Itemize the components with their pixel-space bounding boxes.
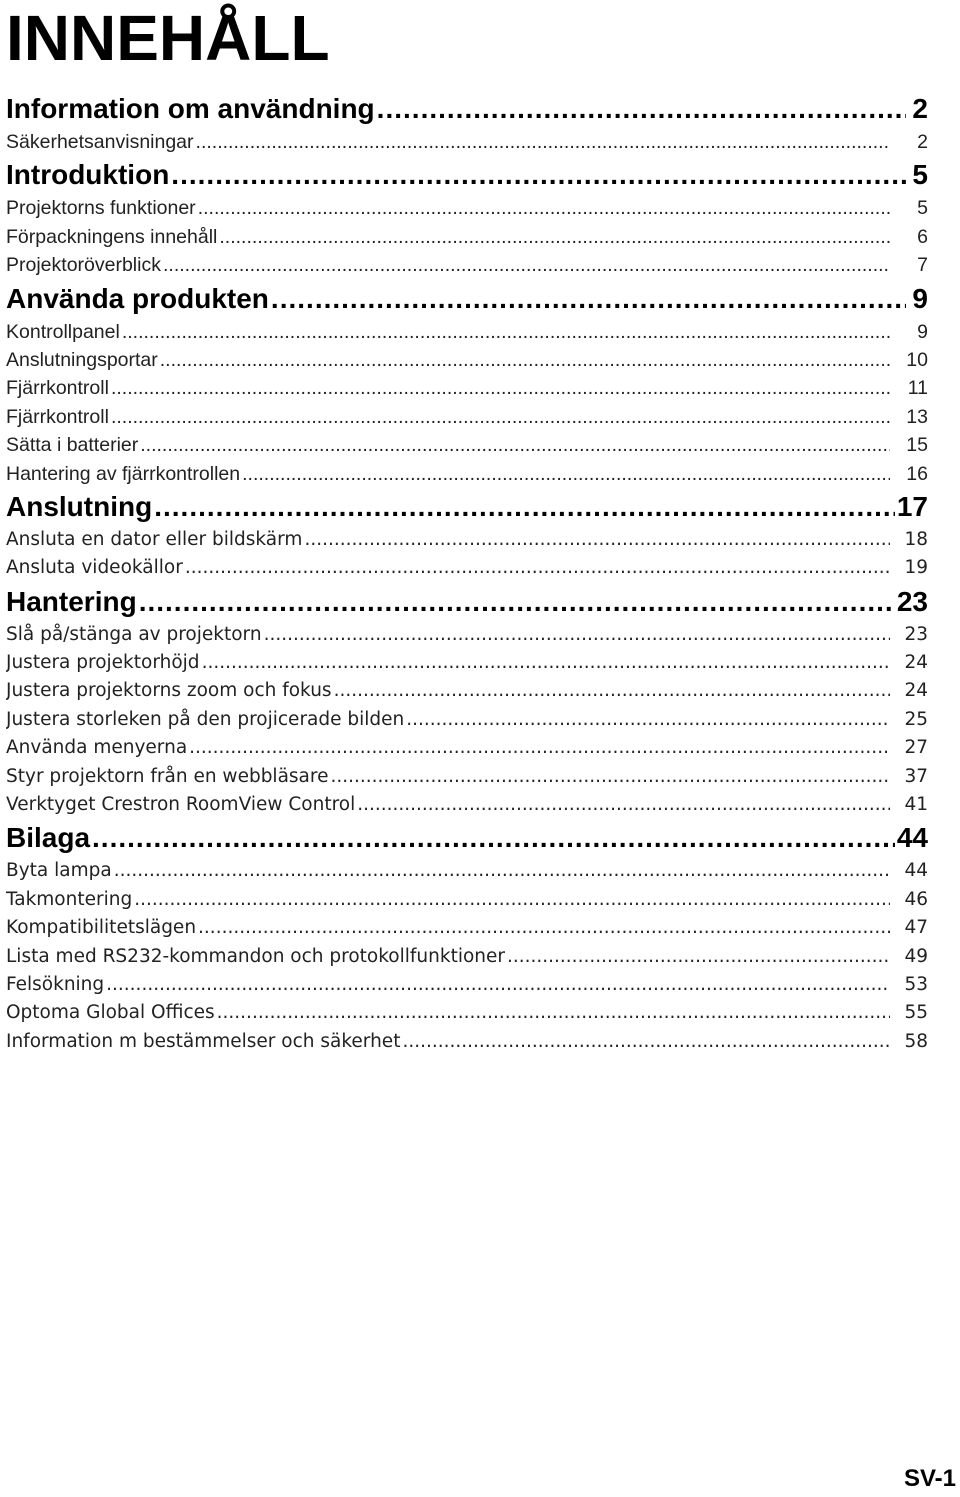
toc-entry-label: Kompatibilitetslägen xyxy=(6,917,197,939)
dot-leader xyxy=(304,526,890,554)
toc-section-page: 5 xyxy=(912,159,928,191)
toc-section-page: 9 xyxy=(912,282,928,314)
toc-section-page: 44 xyxy=(896,822,928,854)
toc-entry-label: Anslutningsportar xyxy=(6,348,158,371)
dot-leader xyxy=(271,280,906,318)
toc-entry-page: 41 xyxy=(904,794,928,816)
dot-leader xyxy=(264,621,890,649)
toc-entry-label: Förpackningens innehåll xyxy=(6,225,218,248)
toc-entry[interactable] xyxy=(6,649,928,677)
toc-entry[interactable] xyxy=(6,1028,928,1056)
dot-leader xyxy=(111,374,890,402)
toc-entry-label: Verktyget Crestron RoomView Control xyxy=(6,794,356,816)
toc-section-label: Använda produkten xyxy=(6,282,269,314)
toc-entry[interactable] xyxy=(6,886,928,914)
dot-leader xyxy=(154,488,895,526)
toc-section-entry[interactable] xyxy=(6,156,928,194)
toc-entry-label: Justera projektorhöjd xyxy=(6,652,200,674)
toc-entry-label: Optoma Global Offices xyxy=(6,1002,215,1024)
dot-leader xyxy=(507,943,890,971)
toc-entry[interactable] xyxy=(6,554,928,582)
toc-entry-label: Justera storleken på den projicerade bilden xyxy=(6,708,405,730)
toc-entry-page: 2 xyxy=(917,131,928,153)
toc-entry-label: Slå på/stänga av projektorn xyxy=(6,623,262,645)
dot-leader xyxy=(217,999,890,1027)
toc-entry[interactable] xyxy=(6,621,928,649)
toc-entry-page: 13 xyxy=(906,405,928,428)
dot-leader xyxy=(202,649,890,677)
toc-entry-page: 58 xyxy=(904,1030,928,1052)
toc-entry[interactable] xyxy=(6,677,928,705)
toc-entry[interactable] xyxy=(6,706,928,734)
toc-entry[interactable] xyxy=(6,374,928,402)
dot-leader xyxy=(106,971,890,999)
toc-entry-label: Sätta i batterier xyxy=(6,434,139,457)
dot-leader xyxy=(163,251,890,279)
dot-leader xyxy=(114,857,890,885)
toc-entry-label: Felsökning xyxy=(6,973,105,995)
dot-leader xyxy=(185,554,890,582)
toc-entry[interactable] xyxy=(6,971,928,999)
toc-entry-label: Styr projektorn från en webbläsare xyxy=(6,765,329,787)
toc-section-page: 2 xyxy=(912,93,928,124)
toc-entry[interactable] xyxy=(6,251,928,279)
toc-entry-page: 5 xyxy=(917,197,928,220)
toc-entry-page: 24 xyxy=(904,652,928,674)
toc-entry[interactable] xyxy=(6,857,928,885)
dot-leader xyxy=(111,403,890,431)
toc-entry-label: Kontrollpanel xyxy=(6,320,120,343)
toc-entry-page: 23 xyxy=(904,623,928,645)
toc-entry[interactable] xyxy=(6,460,928,488)
toc-entry-label: Information m bestämmelser och säkerhet xyxy=(6,1030,401,1052)
dot-leader xyxy=(160,346,890,374)
toc-entry[interactable] xyxy=(6,763,928,791)
toc-entry-label: Byta lampa xyxy=(6,860,112,882)
toc-section-page: 17 xyxy=(896,490,928,522)
toc-entry-label: Ansluta videokällor xyxy=(6,557,183,579)
toc-section-label: Information om användning xyxy=(6,93,375,124)
toc-entry-page: 16 xyxy=(906,462,928,485)
dot-leader xyxy=(219,223,890,251)
dot-leader xyxy=(402,1028,890,1056)
dot-leader xyxy=(242,460,890,488)
toc-entry-label: Takmontering xyxy=(6,888,133,910)
toc-entry-label: Fjärrkontroll xyxy=(6,377,109,400)
toc-entry-label: Fjärrkontroll xyxy=(6,405,109,428)
toc-entry-page: 19 xyxy=(904,557,928,579)
dot-leader xyxy=(198,914,890,942)
dot-leader xyxy=(377,90,906,128)
toc-entry-page: 24 xyxy=(904,680,928,702)
dot-leader xyxy=(134,886,890,914)
toc-entry-page: 44 xyxy=(904,860,928,882)
toc-entry[interactable] xyxy=(6,791,928,819)
dot-leader xyxy=(198,194,890,222)
toc-entry-label: Justera projektorns zoom och fokus xyxy=(6,680,332,702)
page-number-footer: SV-1 xyxy=(903,1465,956,1492)
toc-entry-label: Projektorns funktioner xyxy=(6,197,196,220)
dot-leader xyxy=(171,156,906,194)
toc-entry-label: Ansluta en dator eller bildskärm xyxy=(6,528,303,550)
toc-entry-page: 18 xyxy=(904,528,928,550)
toc-entry-page: 49 xyxy=(904,945,928,967)
dot-leader xyxy=(189,734,890,762)
toc-entry-page: 53 xyxy=(904,973,928,995)
toc-section-label: Bilaga xyxy=(6,822,91,854)
toc-entry-page: 7 xyxy=(917,254,928,277)
toc-entry[interactable] xyxy=(6,914,928,942)
dot-leader xyxy=(330,763,890,791)
toc-entry[interactable] xyxy=(6,999,928,1027)
toc-entry[interactable] xyxy=(6,403,928,431)
toc-entry-page: 37 xyxy=(904,765,928,787)
dot-leader xyxy=(196,128,890,156)
toc-entry[interactable] xyxy=(6,194,928,222)
toc-entry-page: 6 xyxy=(917,225,928,248)
toc-section-entry[interactable] xyxy=(6,90,928,128)
toc-entry-page: 15 xyxy=(906,434,928,457)
toc-section-page: 23 xyxy=(896,585,928,617)
toc-entry[interactable] xyxy=(6,223,928,251)
toc-entry[interactable] xyxy=(6,128,928,156)
dot-leader xyxy=(122,318,890,346)
toc-entry[interactable] xyxy=(6,734,928,762)
toc-entry-label: Lista med RS232-kommandon och protokollfunktioner xyxy=(6,945,505,967)
toc-entry-label: Använda menyerna xyxy=(6,737,188,759)
toc-section-entry[interactable] xyxy=(6,819,928,857)
toc-entry-page: 25 xyxy=(904,708,928,730)
toc-entry-page: 10 xyxy=(906,348,928,371)
toc-entry-page: 9 xyxy=(917,320,928,343)
dot-leader xyxy=(334,677,890,705)
toc-entry-page: 55 xyxy=(904,1002,928,1024)
table-of-contents xyxy=(6,90,928,1056)
dot-leader xyxy=(139,583,895,621)
toc-entry[interactable] xyxy=(6,943,928,971)
toc-section-entry[interactable] xyxy=(6,583,928,621)
toc-entry-label: Säkerhetsanvisningar xyxy=(6,131,194,153)
dot-leader xyxy=(406,706,890,734)
toc-section-label: Introduktion xyxy=(6,159,170,191)
toc-section-entry[interactable] xyxy=(6,280,928,318)
toc-entry[interactable] xyxy=(6,318,928,346)
toc-section-label: Hantering xyxy=(6,585,137,617)
toc-entry-page: 47 xyxy=(904,917,928,939)
dot-leader xyxy=(357,791,890,819)
page-title: INNEHÅLL xyxy=(6,2,330,74)
toc-entry[interactable] xyxy=(6,346,928,374)
toc-entry[interactable] xyxy=(6,431,928,459)
toc-entry-page: 46 xyxy=(904,888,928,910)
toc-entry[interactable] xyxy=(6,526,928,554)
dot-leader xyxy=(140,431,890,459)
toc-entry-label: Projektoröverblick xyxy=(6,254,161,277)
toc-section-label: Anslutning xyxy=(6,490,153,522)
toc-entry-page: 27 xyxy=(904,737,928,759)
toc-section-entry[interactable] xyxy=(6,488,928,526)
toc-entry-page: 11 xyxy=(907,377,928,400)
dot-leader xyxy=(92,819,895,857)
toc-entry-label: Hantering av fjärrkontrollen xyxy=(6,462,241,485)
